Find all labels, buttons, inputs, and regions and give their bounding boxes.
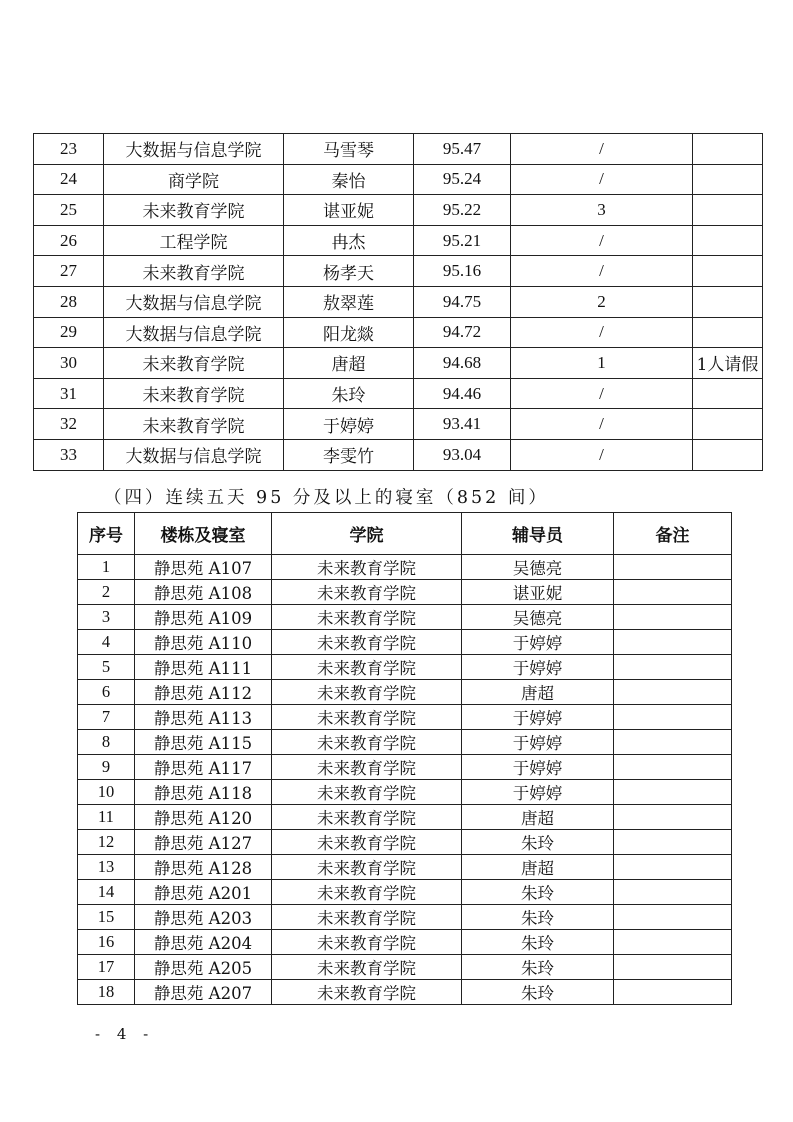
cell-no: 27 — [34, 256, 104, 287]
cell-name: 唐超 — [284, 348, 414, 379]
cell-room: 静思苑 A112 — [135, 680, 272, 705]
cell-note — [614, 730, 732, 755]
cell-score: 94.46 — [414, 378, 511, 409]
cell-room: 静思苑 A205 — [135, 955, 272, 980]
cell-score: 95.16 — [414, 256, 511, 287]
cell-note — [614, 855, 732, 880]
section-title: （四）连续五天 95 分及以上的寝室（852 间） — [104, 488, 549, 508]
cell-count: / — [511, 225, 693, 256]
cell-college: 未来教育学院 — [104, 195, 284, 226]
cell-college: 未来教育学院 — [272, 605, 462, 630]
cell-note — [614, 955, 732, 980]
cell-counselor: 唐超 — [462, 805, 614, 830]
cell-count: / — [511, 378, 693, 409]
cell-note — [614, 980, 732, 1005]
table-row — [78, 830, 732, 855]
cell-counselor: 于婷婷 — [462, 630, 614, 655]
table-row — [78, 580, 732, 605]
cell-college: 未来教育学院 — [272, 680, 462, 705]
cell-counselor: 于婷婷 — [462, 780, 614, 805]
header-counselor: 辅导员 — [462, 513, 614, 555]
cell-name: 秦怡 — [284, 164, 414, 195]
cell-note — [614, 630, 732, 655]
cell-counselor: 朱玲 — [462, 955, 614, 980]
continued-ranking-table — [33, 133, 763, 471]
cell-counselor: 朱玲 — [462, 905, 614, 930]
dormitory-table-body — [78, 555, 732, 1005]
cell-no: 7 — [78, 705, 135, 730]
cell-counselor: 唐超 — [462, 855, 614, 880]
cell-no: 29 — [34, 317, 104, 348]
cell-counselor: 于婷婷 — [462, 755, 614, 780]
cell-no: 3 — [78, 605, 135, 630]
cell-no: 30 — [34, 348, 104, 379]
cell-note — [614, 555, 732, 580]
cell-college: 商学院 — [104, 164, 284, 195]
cell-no: 16 — [78, 930, 135, 955]
cell-counselor: 朱玲 — [462, 930, 614, 955]
cell-no: 6 — [78, 680, 135, 705]
table-row — [34, 195, 763, 226]
cell-note — [614, 580, 732, 605]
cell-room: 静思苑 A207 — [135, 980, 272, 1005]
cell-count: / — [511, 134, 693, 165]
cell-name: 谌亚妮 — [284, 195, 414, 226]
cell-count: / — [511, 409, 693, 440]
cell-no: 23 — [34, 134, 104, 165]
cell-name: 于婷婷 — [284, 409, 414, 440]
cell-college: 未来教育学院 — [272, 855, 462, 880]
cell-college: 未来教育学院 — [272, 655, 462, 680]
cell-college: 大数据与信息学院 — [104, 317, 284, 348]
cell-score: 95.47 — [414, 134, 511, 165]
cell-college: 未来教育学院 — [272, 630, 462, 655]
cell-counselor: 吴德亮 — [462, 605, 614, 630]
table-row — [78, 605, 732, 630]
cell-name: 朱玲 — [284, 378, 414, 409]
cell-counselor: 朱玲 — [462, 830, 614, 855]
table-row — [78, 655, 732, 680]
cell-no: 5 — [78, 655, 135, 680]
cell-count: / — [511, 439, 693, 470]
cell-no: 28 — [34, 286, 104, 317]
cell-name: 敖翠莲 — [284, 286, 414, 317]
table-row — [78, 630, 732, 655]
cell-count: 1 — [511, 348, 693, 379]
cell-counselor: 于婷婷 — [462, 705, 614, 730]
table-row — [34, 164, 763, 195]
table-header-row — [78, 513, 732, 555]
cell-room: 静思苑 A110 — [135, 630, 272, 655]
table-row — [78, 805, 732, 830]
cell-count: / — [511, 317, 693, 348]
cell-room: 静思苑 A127 — [135, 830, 272, 855]
cell-score: 93.04 — [414, 439, 511, 470]
cell-room: 静思苑 A204 — [135, 930, 272, 955]
cell-room: 静思苑 A128 — [135, 855, 272, 880]
table-row — [34, 348, 763, 379]
cell-college: 未来教育学院 — [272, 980, 462, 1005]
cell-no: 25 — [34, 195, 104, 226]
cell-note — [614, 930, 732, 955]
cell-name: 阳龙燚 — [284, 317, 414, 348]
cell-score: 95.24 — [414, 164, 511, 195]
cell-room: 静思苑 A120 — [135, 805, 272, 830]
cell-note — [693, 195, 763, 226]
table-row — [78, 880, 732, 905]
table-row — [78, 980, 732, 1005]
header-no: 序号 — [78, 513, 135, 555]
cell-note — [614, 705, 732, 730]
cell-college: 未来教育学院 — [104, 256, 284, 287]
table-row — [78, 855, 732, 880]
cell-college: 未来教育学院 — [272, 730, 462, 755]
cell-note — [614, 780, 732, 805]
cell-no: 31 — [34, 378, 104, 409]
cell-room: 静思苑 A201 — [135, 880, 272, 905]
cell-note — [614, 830, 732, 855]
cell-college: 未来教育学院 — [272, 955, 462, 980]
table-row — [78, 780, 732, 805]
cell-college: 未来教育学院 — [272, 780, 462, 805]
cell-note — [693, 378, 763, 409]
cell-no: 17 — [78, 955, 135, 980]
cell-note: 1人请假 — [693, 348, 763, 379]
cell-no: 14 — [78, 880, 135, 905]
cell-room: 静思苑 A115 — [135, 730, 272, 755]
cell-college: 未来教育学院 — [104, 348, 284, 379]
cell-college: 未来教育学院 — [272, 830, 462, 855]
cell-note — [614, 880, 732, 905]
cell-college: 未来教育学院 — [272, 705, 462, 730]
cell-college: 大数据与信息学院 — [104, 286, 284, 317]
cell-room: 静思苑 A111 — [135, 655, 272, 680]
cell-room: 静思苑 A108 — [135, 580, 272, 605]
cell-counselor: 朱玲 — [462, 880, 614, 905]
cell-counselor: 唐超 — [462, 680, 614, 705]
cell-no: 18 — [78, 980, 135, 1005]
table-row — [78, 755, 732, 780]
cell-room: 静思苑 A118 — [135, 780, 272, 805]
table-row — [34, 439, 763, 470]
cell-college: 未来教育学院 — [272, 930, 462, 955]
cell-college: 工程学院 — [104, 225, 284, 256]
table-row — [78, 955, 732, 980]
cell-score: 94.72 — [414, 317, 511, 348]
cell-no: 1 — [78, 555, 135, 580]
cell-note — [614, 680, 732, 705]
cell-note — [693, 409, 763, 440]
cell-counselor: 于婷婷 — [462, 655, 614, 680]
cell-name: 冉杰 — [284, 225, 414, 256]
cell-college: 未来教育学院 — [272, 755, 462, 780]
cell-score: 93.41 — [414, 409, 511, 440]
cell-note — [614, 755, 732, 780]
cell-room: 静思苑 A109 — [135, 605, 272, 630]
table-row — [78, 705, 732, 730]
cell-counselor: 朱玲 — [462, 980, 614, 1005]
cell-no: 10 — [78, 780, 135, 805]
table-row — [34, 134, 763, 165]
table-row — [34, 225, 763, 256]
cell-room: 静思苑 A113 — [135, 705, 272, 730]
cell-score: 94.75 — [414, 286, 511, 317]
cell-note — [693, 164, 763, 195]
cell-college: 未来教育学院 — [272, 905, 462, 930]
cell-score: 94.68 — [414, 348, 511, 379]
header-note: 备注 — [614, 513, 732, 555]
cell-no: 12 — [78, 830, 135, 855]
ranking-table-body — [34, 134, 763, 471]
cell-count: / — [511, 164, 693, 195]
cell-note — [693, 286, 763, 317]
cell-name: 李雯竹 — [284, 439, 414, 470]
header-room: 楼栋及寝室 — [135, 513, 272, 555]
page-number: - 4 - — [95, 1025, 155, 1043]
cell-room: 静思苑 A107 — [135, 555, 272, 580]
cell-note — [693, 225, 763, 256]
cell-no: 32 — [34, 409, 104, 440]
cell-count: / — [511, 256, 693, 287]
cell-note — [614, 905, 732, 930]
cell-note — [614, 655, 732, 680]
cell-no: 26 — [34, 225, 104, 256]
table-row — [34, 286, 763, 317]
cell-college: 未来教育学院 — [272, 805, 462, 830]
cell-counselor: 于婷婷 — [462, 730, 614, 755]
cell-college: 未来教育学院 — [272, 555, 462, 580]
cell-no: 13 — [78, 855, 135, 880]
table-row — [34, 317, 763, 348]
cell-name: 杨孝天 — [284, 256, 414, 287]
cell-counselor: 谌亚妮 — [462, 580, 614, 605]
cell-no: 24 — [34, 164, 104, 195]
cell-college: 未来教育学院 — [104, 378, 284, 409]
cell-no: 11 — [78, 805, 135, 830]
cell-college: 未来教育学院 — [272, 580, 462, 605]
cell-counselor: 吴德亮 — [462, 555, 614, 580]
cell-no: 2 — [78, 580, 135, 605]
cell-room: 静思苑 A203 — [135, 905, 272, 930]
cell-count: 2 — [511, 286, 693, 317]
table-row — [78, 730, 732, 755]
cell-college: 大数据与信息学院 — [104, 439, 284, 470]
table-row — [34, 409, 763, 440]
cell-no: 8 — [78, 730, 135, 755]
table-row — [78, 680, 732, 705]
cell-note — [614, 605, 732, 630]
cell-college: 未来教育学院 — [104, 409, 284, 440]
cell-room: 静思苑 A117 — [135, 755, 272, 780]
cell-note — [693, 256, 763, 287]
cell-note — [693, 134, 763, 165]
cell-note — [614, 805, 732, 830]
cell-college: 未来教育学院 — [272, 880, 462, 905]
cell-college: 大数据与信息学院 — [104, 134, 284, 165]
cell-note — [693, 317, 763, 348]
table-row — [78, 555, 732, 580]
cell-no: 9 — [78, 755, 135, 780]
dormitory-table — [77, 512, 732, 1005]
cell-count: 3 — [511, 195, 693, 226]
cell-note — [693, 439, 763, 470]
cell-no: 15 — [78, 905, 135, 930]
cell-no: 33 — [34, 439, 104, 470]
table-row — [78, 930, 732, 955]
cell-score: 95.22 — [414, 195, 511, 226]
table-row — [78, 905, 732, 930]
header-college: 学院 — [272, 513, 462, 555]
table-row — [34, 256, 763, 287]
table-row — [34, 378, 763, 409]
cell-name: 马雪琴 — [284, 134, 414, 165]
cell-score: 95.21 — [414, 225, 511, 256]
cell-no: 4 — [78, 630, 135, 655]
